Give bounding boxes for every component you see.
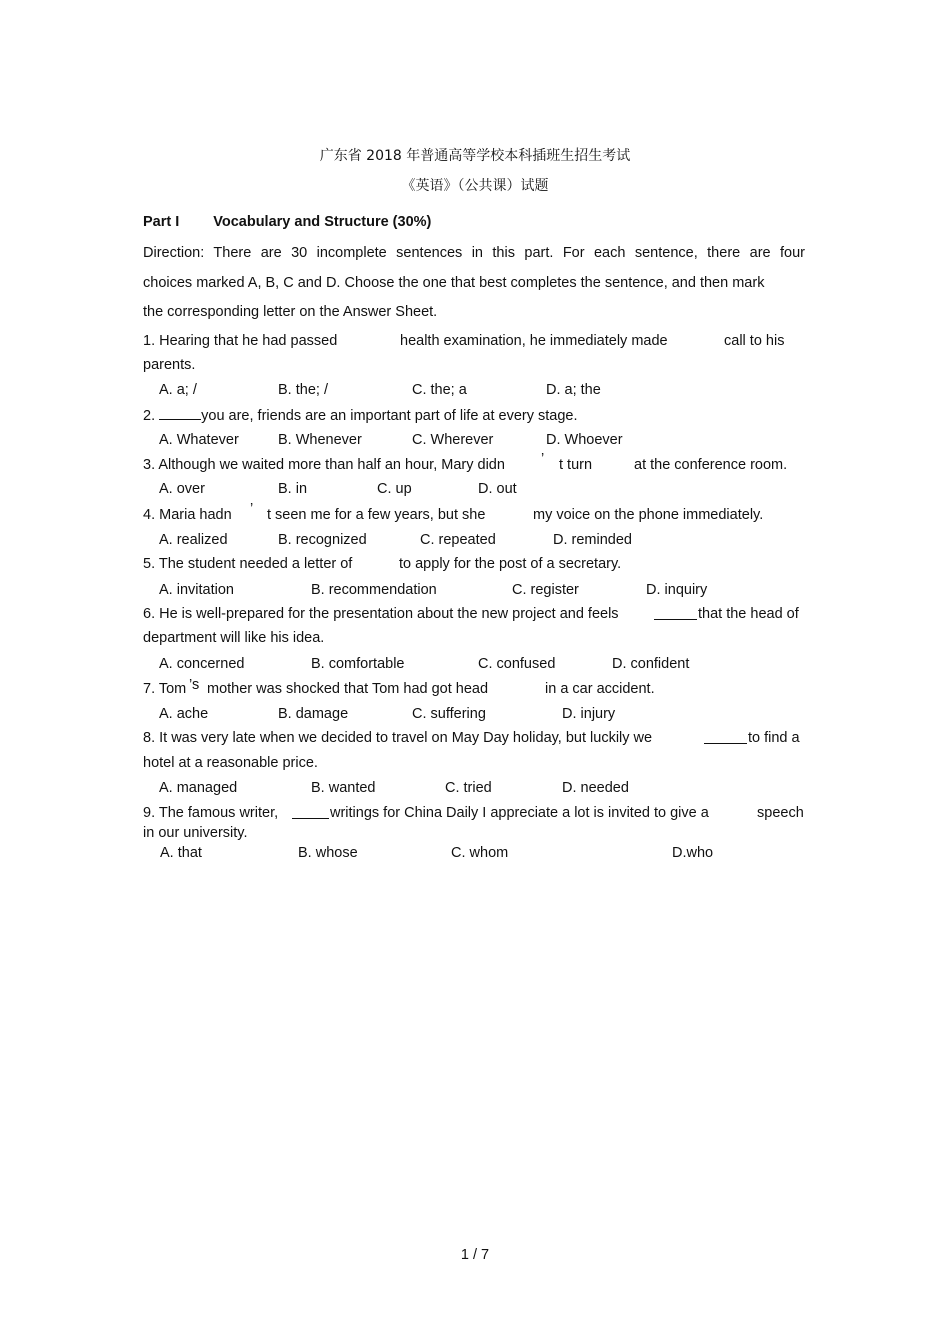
question-4: 4. Maria hadn ’ t seen me for a few years, but she my voice on the phone immediately. (143, 501, 764, 523)
q5-option-b[interactable]: B. recommendation (311, 582, 437, 598)
answer-blank (704, 731, 747, 744)
q2-option-c[interactable]: C. Wherever (412, 432, 494, 448)
question-9: 9. The famous writer, writings for China Daily I appreciate a lot is invited to give a speech (143, 805, 804, 821)
q6-option-d[interactable]: D. confident (612, 656, 690, 672)
q8-option-a[interactable]: A. managed (159, 780, 238, 796)
part-heading (143, 214, 431, 230)
part-title: Vocabulary and Structure (30%) (213, 214, 432, 230)
q2-option-b[interactable]: B. Whenever (278, 432, 362, 448)
answer-blank (654, 607, 697, 620)
direction-line-2: choices marked A, B, C and D. Choose the one that best completes the sentence, and then mark (143, 275, 765, 291)
q9-option-b[interactable]: B. whose (298, 845, 358, 861)
direction-line-1: Direction: There are 30 incomplete sentences in this part. For each sentence, there are four (143, 245, 805, 261)
page-number: 1 / 7 (460, 1247, 490, 1263)
q7-option-a[interactable]: A. ache (159, 706, 209, 722)
question-7: 7. Tom ’s mother was shocked that Tom had got head in a car accident. (143, 677, 655, 697)
q2-option-d[interactable]: D. Whoever (546, 432, 623, 448)
q8-option-b[interactable]: B. wanted (311, 780, 376, 796)
answer-blank (292, 806, 329, 819)
question-1-cont: parents. (143, 357, 196, 373)
q9-option-d[interactable]: D.who (672, 845, 714, 861)
q4-option-c[interactable]: C. repeated (420, 532, 496, 548)
q4-option-d[interactable]: D. reminded (553, 532, 632, 548)
q4-option-b[interactable]: B. recognized (278, 532, 367, 548)
direction-line-3: the corresponding letter on the Answer Sheet. (143, 304, 438, 320)
q6-option-a[interactable]: A. concerned (159, 656, 245, 672)
q5-option-d[interactable]: D. inquiry (646, 582, 708, 598)
q7-option-d[interactable]: D. injury (562, 706, 616, 722)
exam-subtitle: 《英语》（公共课）试题 (401, 178, 549, 194)
question-3: 3. Although we waited more than half an hour, Mary didn ’ t turn at the conference room. (143, 451, 788, 473)
question-8-cont: hotel at a reasonable price. (143, 755, 318, 771)
q3-option-a[interactable]: A. over (159, 481, 205, 497)
q6-option-c[interactable]: C. confused (478, 656, 556, 672)
q2-option-a[interactable]: A. Whatever (159, 432, 239, 448)
question-6: 6. He is well-prepared for the presentation about the new project and feels that the head of (143, 606, 799, 622)
q4-option-a[interactable]: A. realized (159, 532, 228, 548)
q1-option-d[interactable]: D. a; the (546, 382, 601, 398)
q9-option-c[interactable]: C. whom (451, 845, 509, 861)
question-8: 8. It was very late when we decided to travel on May Day holiday, but luckily we to find a (143, 730, 800, 746)
q5-option-a[interactable]: A. invitation (159, 582, 234, 598)
q7-option-b[interactable]: B. damage (278, 706, 349, 722)
q8-option-d[interactable]: D. needed (562, 780, 629, 796)
exam-title: 广东省 2018 年普通高等学校本科插班生招生考试 (319, 148, 631, 164)
q1-option-b[interactable]: B. the; / (278, 382, 328, 398)
q1-option-a[interactable]: A. a; / (159, 382, 197, 398)
question-6-cont: department will like his idea. (143, 630, 325, 646)
q8-option-c[interactable]: C. tried (445, 780, 492, 796)
answer-blank (159, 407, 201, 420)
q3-option-d[interactable]: D. out (478, 481, 517, 497)
q6-option-b[interactable]: B. comfortable (311, 656, 405, 672)
question-5: 5. The student needed a letter of to apply for the post of a secretary. (143, 556, 622, 572)
q7-option-c[interactable]: C. suffering (412, 706, 486, 722)
question-9-cont: in our university. (143, 825, 248, 841)
question-2: 2. you are, friends are an important part of life at every stage. (143, 408, 578, 424)
q3-option-b[interactable]: B. in (278, 481, 308, 497)
q3-option-c[interactable]: C. up (377, 481, 412, 497)
q9-option-a[interactable]: A. that (160, 845, 202, 861)
part-label: Part I (143, 214, 180, 230)
q1-option-c[interactable]: C. the; a (412, 382, 467, 398)
question-1: 1. Hearing that he had passed health examination, he immediately made call to his (143, 333, 785, 349)
q5-option-c[interactable]: C. register (512, 582, 579, 598)
